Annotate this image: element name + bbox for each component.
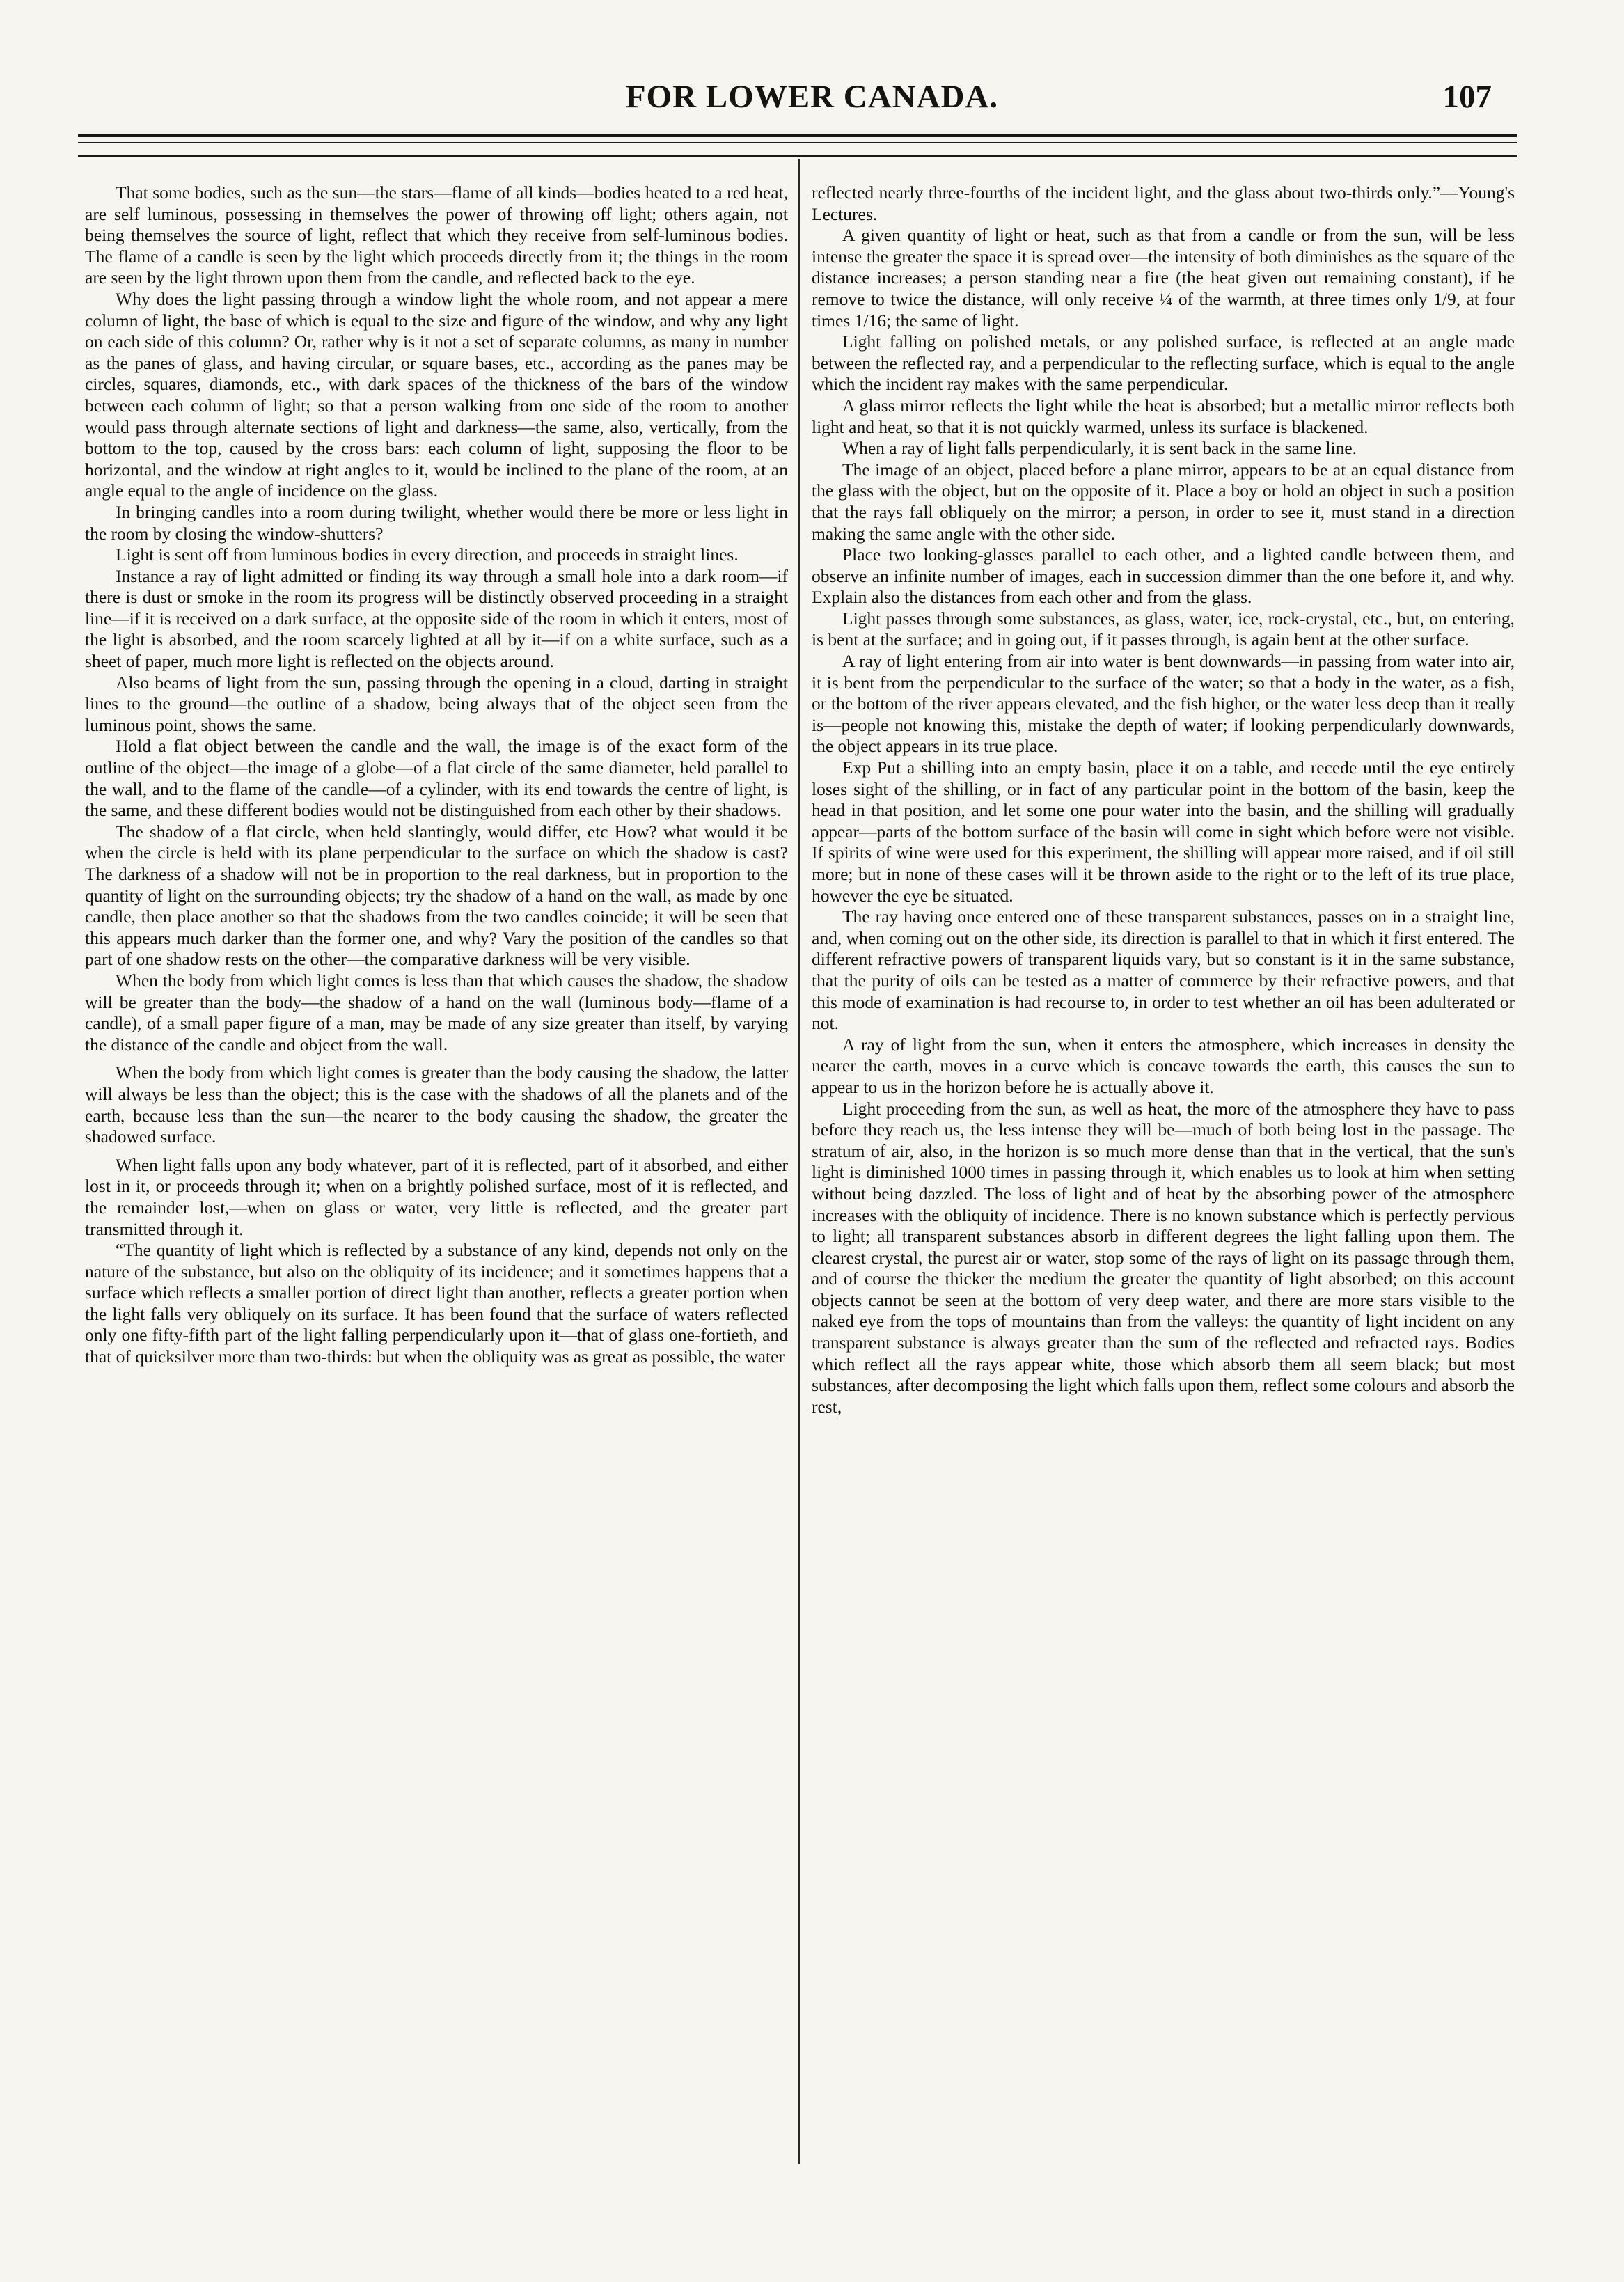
- paragraph: That some bodies, such as the sun—the stars—flame of all kinds—bodies heated to a red heat, are self luminous, possessing in themselves the power of throwing off light; others again, not being themselves the source of light, reflect that which they receive from self-luminous bodies. The flame of a candle is seen by the light which proceeds directly from it; the things in the room are seen by the light thrown upon them from the candle, and reflected back to the eye.: [85, 182, 788, 288]
- paragraph: Light falling on polished metals, or any polished surface, is reflected at an angle made between the reflected ray, and a perpendicular to the reflecting surface, which is equal to the angle which the incident ray makes with the same perpendicular.: [812, 331, 1515, 395]
- paragraph: A ray of light from the sun, when it enters the atmosphere, which increases in density the nearer the earth, moves in a curve which is concave towards the earth, this causes the sun to appear to us in the horizon before he is actually above it.: [812, 1034, 1515, 1097]
- paragraph: A given quantity of light or heat, such as that from a candle or from the sun, will be less intense the greater the space it is spread over—the intensity of both diminishes as the square of the distance increases; a person standing near a fire (the heat given out remaining constant), if he remove to twice the distance, will only receive ¼ of the warmth, at three times only 1/9, at four times 1/16; the same of light.: [812, 225, 1515, 331]
- paragraph-continued: reflected nearly three-fourths of the incident light, and the glass about two-thirds only.”—Young's Lectures.: [812, 182, 1515, 224]
- header-thin-rule: [78, 142, 1517, 143]
- paragraph: When a ray of light falls perpendicularly, it is sent back in the same line.: [842, 438, 1357, 459]
- paragraph: Exp Put a shilling into an empty basin, place it on a table, and recede until the eye entirely loses sight of the shilling, or in fact of any particular point in the bottom of the basin, keep the head in that position, and let some one pour water into the basin, and the shilling will gradually appear—parts of the bottom surface of the basin will come in sight which before were not visible. If spirits of wine were used for this experiment, the shilling will appear more raised, and if oil still more; but in none of these cases will it be thrown aside to the right or to the left of its true place, however the eye be situated.: [812, 757, 1515, 906]
- right-text-column: [812, 182, 1515, 1417]
- paragraph: When the body from which light comes is less than that which causes the shadow, the shadow will be greater than the body—the shadow of a hand on the wall (luminous body—flame of a candle), of a small paper figure of a man, may be made of any size greater than itself, by varying the distance of the candle and object from the wall.: [85, 970, 788, 1055]
- paragraph: Why does the light passing through a window light the whole room, and not appear a mere column of light, the base of which is equal to the size and figure of the window, and why any light on each side of this column? Or, rather why is it not a set of separate columns, as many in number as the panes of glass, and having circular, or square bases, etc., according as the panes may be circles, squares, diamonds, etc., with dark spaces of the thickness of the bars of the window between each column of light; so that a person walking from one side of the room to another would pass through alternate sections of light and darkness—the same, also, vertically, from the bottom to the top, caused by the cross bars: each column of light, supposing the floor to be horizontal, and the window at right angles to it, would be inclined to the plane of the room, at an angle equal to the angle of incidence on the glass.: [85, 288, 788, 501]
- paragraph: The image of an object, placed before a plane mirror, appears to be at an equal distance from the glass with the object, but on the opposite of it. Place a boy or hold an object in such a position that the rays fall obliquely on the mirror; a person, in order to see it, must stand in a direction making the same angle with the other side.: [812, 459, 1515, 544]
- running-title: FOR LOWER CANADA.: [625, 79, 999, 115]
- header-thick-rule: [78, 134, 1517, 137]
- paragraph: When light falls upon any body whatever, part of it is reflected, part of it absorbed, and either lost in it, or proceeds through it; when on a brightly polished surface, most of it is reflected, and the remainder lost,—when on glass or water, very little is reflected, and the greater part transmitted through it.: [85, 1154, 788, 1239]
- paragraph: In bringing candles into a room during twilight, whether would there be more or less light in the room by closing the window-shutters?: [85, 501, 788, 544]
- paragraph: Place two looking-glasses parallel to each other, and a lighted candle between them, and observe an infinite number of images, each in succession dimmer than the one before it, and why. Explain also the distances from each other and from the glass.: [812, 544, 1515, 608]
- column-separator: [798, 159, 800, 2164]
- paragraph: Hold a flat object between the candle and the wall, the image is of the exact form of the outline of the object—the image of a globe—of a flat circle of the same diameter, held parallel to the wall, and to the flame of the candle—of a cylinder, with its end towards the centre of light, is the same, and these different bodies would not be distinguished from each other by their shadows.: [85, 736, 788, 821]
- page-number: 107: [1442, 79, 1492, 115]
- paragraph: Light is sent off from luminous bodies in every direction, and proceeds in straight lines.: [116, 544, 739, 565]
- paragraph: When the body from which light comes is greater than the body causing the shadow, the latter will always be less than the object; this is the case with the shadows of all the planets and of the earth, because less than the sun—the nearer to the body causing the shadow, the greater the shadowed surface.: [85, 1062, 788, 1147]
- page-header: [0, 78, 1624, 127]
- paragraph: A ray of light entering from air into water is bent downwards—in passing from water into air, it is bent from the perpendicular to the surface of the water; so that a body in the water, as a fish, or the bottom of the river appears elevated, and the fish higher, or the water less deep than it really is—people not knowing this, mistake the depth of water; if looking perpendicularly downwards, the object appears in its true place.: [812, 651, 1515, 757]
- paragraph: Light proceeding from the sun, as well as heat, the more of the atmosphere they have to pass before they reach us, the less intense they will be—much of both being lost in the passage. The stratum of air, also, in the horizon is so much more dense than that in the vertical, that the sun's light is diminished 1000 times in passing through it, which enables us to look at him when setting without being dazzled. The loss of light and of heat by the absorbing power of the atmosphere increases with the obliquity of incidence. There is no known substance which is perfectly pervious to light; all transparent substances absorb in different degrees the light falling upon them. The clearest crystal, the purest air or water, stop some of the rays of light on its passage through them, and of course the thicker the medium the greater the quantity of light absorbed; on this account objects cannot be seen at the bottom of very deep water, and there are more stars visible to the naked eye from the tops of mountains than from the valleys: the quantity of light incident on any transparent substance is always greater than the sum of the reflected and refracted rays. Bodies which reflect all the rays appear white, those which absorb them all seem black; but most substances, after decomposing the light which falls upon them, reflect some colours and absorb the rest,: [812, 1098, 1515, 1417]
- paragraph: A glass mirror reflects the light while the heat is absorbed; but a metallic mirror reflects both light and heat, so that it is not quickly warmed, unless its surface is blackened.: [812, 395, 1515, 437]
- left-text-column: [85, 182, 788, 1368]
- header-lower-rule: [78, 155, 1517, 157]
- paragraph: Instance a ray of light admitted or finding its way through a small hole into a dark room—if there is dust or smoke in the room its progress will be distinctly observed proceeding in a straight line—if it is received on a dark surface, at the opposite side of the room in which it enters, most of the light is absorbed, and the room scarcely lighted at all by it—if on a white surface, such as a sheet of paper, much more light is reflected on the objects around.: [85, 565, 788, 672]
- paragraph: Light passes through some substances, as glass, water, ice, rock-crystal, etc., but, on entering, is bent at the surface; and in going out, if it passes through, is again bent at the other surface.: [812, 608, 1515, 650]
- paragraph: “The quantity of light which is reflected by a substance of any kind, depends not only on the nature of the substance, but also on the obliquity of its incidence; and it sometimes happens that a surface which reflects a smaller portion of direct light than another, reflects a greater portion when the light falls very obliquely on its surface. It has been found that the surface of waters reflected only one fifty-fifth part of the light falling perpendicularly upon it—that of glass one-fortieth, and that of quicksilver more than two-thirds: but when the obliquity was as great as possible, the water: [85, 1240, 788, 1367]
- paragraph: The ray having once entered one of these transparent substances, passes on in a straight line, and, when coming out on the other side, its direction is parallel to that in which it first entered. The different refractive powers of transparent liquids vary, but so constant is it in the same substance, that the purity of oils can be tested as a matter of commerce by their refractive powers, and that this mode of examination is had recourse to, in order to test whether an oil has been adulterated or not.: [812, 906, 1515, 1034]
- paragraph: The shadow of a flat circle, when held slantingly, would differ, etc How? what would it be when the circle is held with its plane perpendicular to the surface on which the shadow is cast? The darkness of a shadow will not be in proportion to the real darkness, but in proportion to the quantity of light on the surrounding objects; try the shadow of a hand on the wall, as made by one candle, then place another so that the shadows from the two candles coincide; it will be seen that this appears much darker than the former one, and why? Vary the position of the candles so that part of one shadow rests on the other—the comparative darkness will be very visible.: [85, 821, 788, 970]
- paragraph: Also beams of light from the sun, passing through the opening in a cloud, darting in straight lines to the ground—the outline of a shadow, being always that of the object seen from the luminous point, shows the same.: [85, 672, 788, 735]
